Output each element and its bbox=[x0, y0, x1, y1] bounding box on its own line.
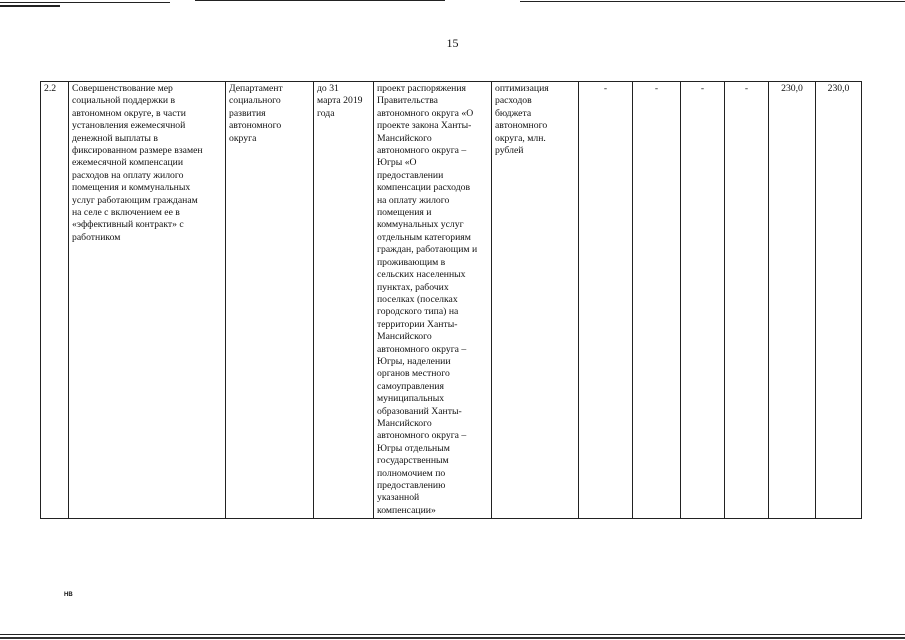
indicator: оптимизация расходов бюджета автономного округа, млн. рублей bbox=[492, 82, 579, 519]
document-type: проект распоряжения Правительства автономного округа «О проекте закона Ханты- Мансийского автономного округа – Югры «О предоставлении компенсации расходов на оплату жилого помещения и коммунальных услуг отдельным категориям граждан, работающим и проживающим в сельских населенных пунктах, рабочих поселках (поселках городского типа) на территории Ханты- Мансийского автономного округа – Югры, наделении органов местного самоуправления муниципальных образований Ханты- Мансийского автономного округа – Югры отдельным государственным полномочием по предоставлению указанной компенсации» bbox=[374, 82, 492, 519]
scan-artifact-bottom bbox=[0, 634, 905, 635]
scan-artifact-bottom bbox=[0, 637, 905, 639]
responsible-department: Департамент социального развития автономного округа bbox=[226, 82, 314, 519]
value-cell: 230,0 bbox=[769, 82, 816, 519]
scan-artifact-top bbox=[0, 5, 60, 7]
value-cell: - bbox=[725, 82, 769, 519]
measures-table bbox=[40, 81, 862, 519]
measure-title: Совершенствование мер социальной поддержки в автономном округе, в части установления ежемесячной денежной выплаты в фиксированном размере взамен ежемесячной компенсации расходов на оплату жилого помещения и коммунальных услуг работающим гражданам на селе с включением ее в «эффективный контракт» с работником bbox=[69, 82, 226, 519]
value-cell: - bbox=[633, 82, 681, 519]
scan-artifact-top bbox=[195, 0, 445, 1]
page-number: 15 bbox=[446, 36, 459, 50]
table-row bbox=[41, 82, 862, 519]
value-cell: 230,0 bbox=[816, 82, 862, 519]
scan-artifact-top bbox=[0, 2, 170, 3]
value-cell: - bbox=[579, 82, 633, 519]
footer-code: НВ bbox=[64, 592, 73, 598]
deadline: до 31 марта 2019 года bbox=[314, 82, 374, 519]
value-cell: - bbox=[681, 82, 725, 519]
row-number: 2.2 bbox=[41, 82, 69, 519]
scan-artifact-top bbox=[520, 1, 905, 2]
